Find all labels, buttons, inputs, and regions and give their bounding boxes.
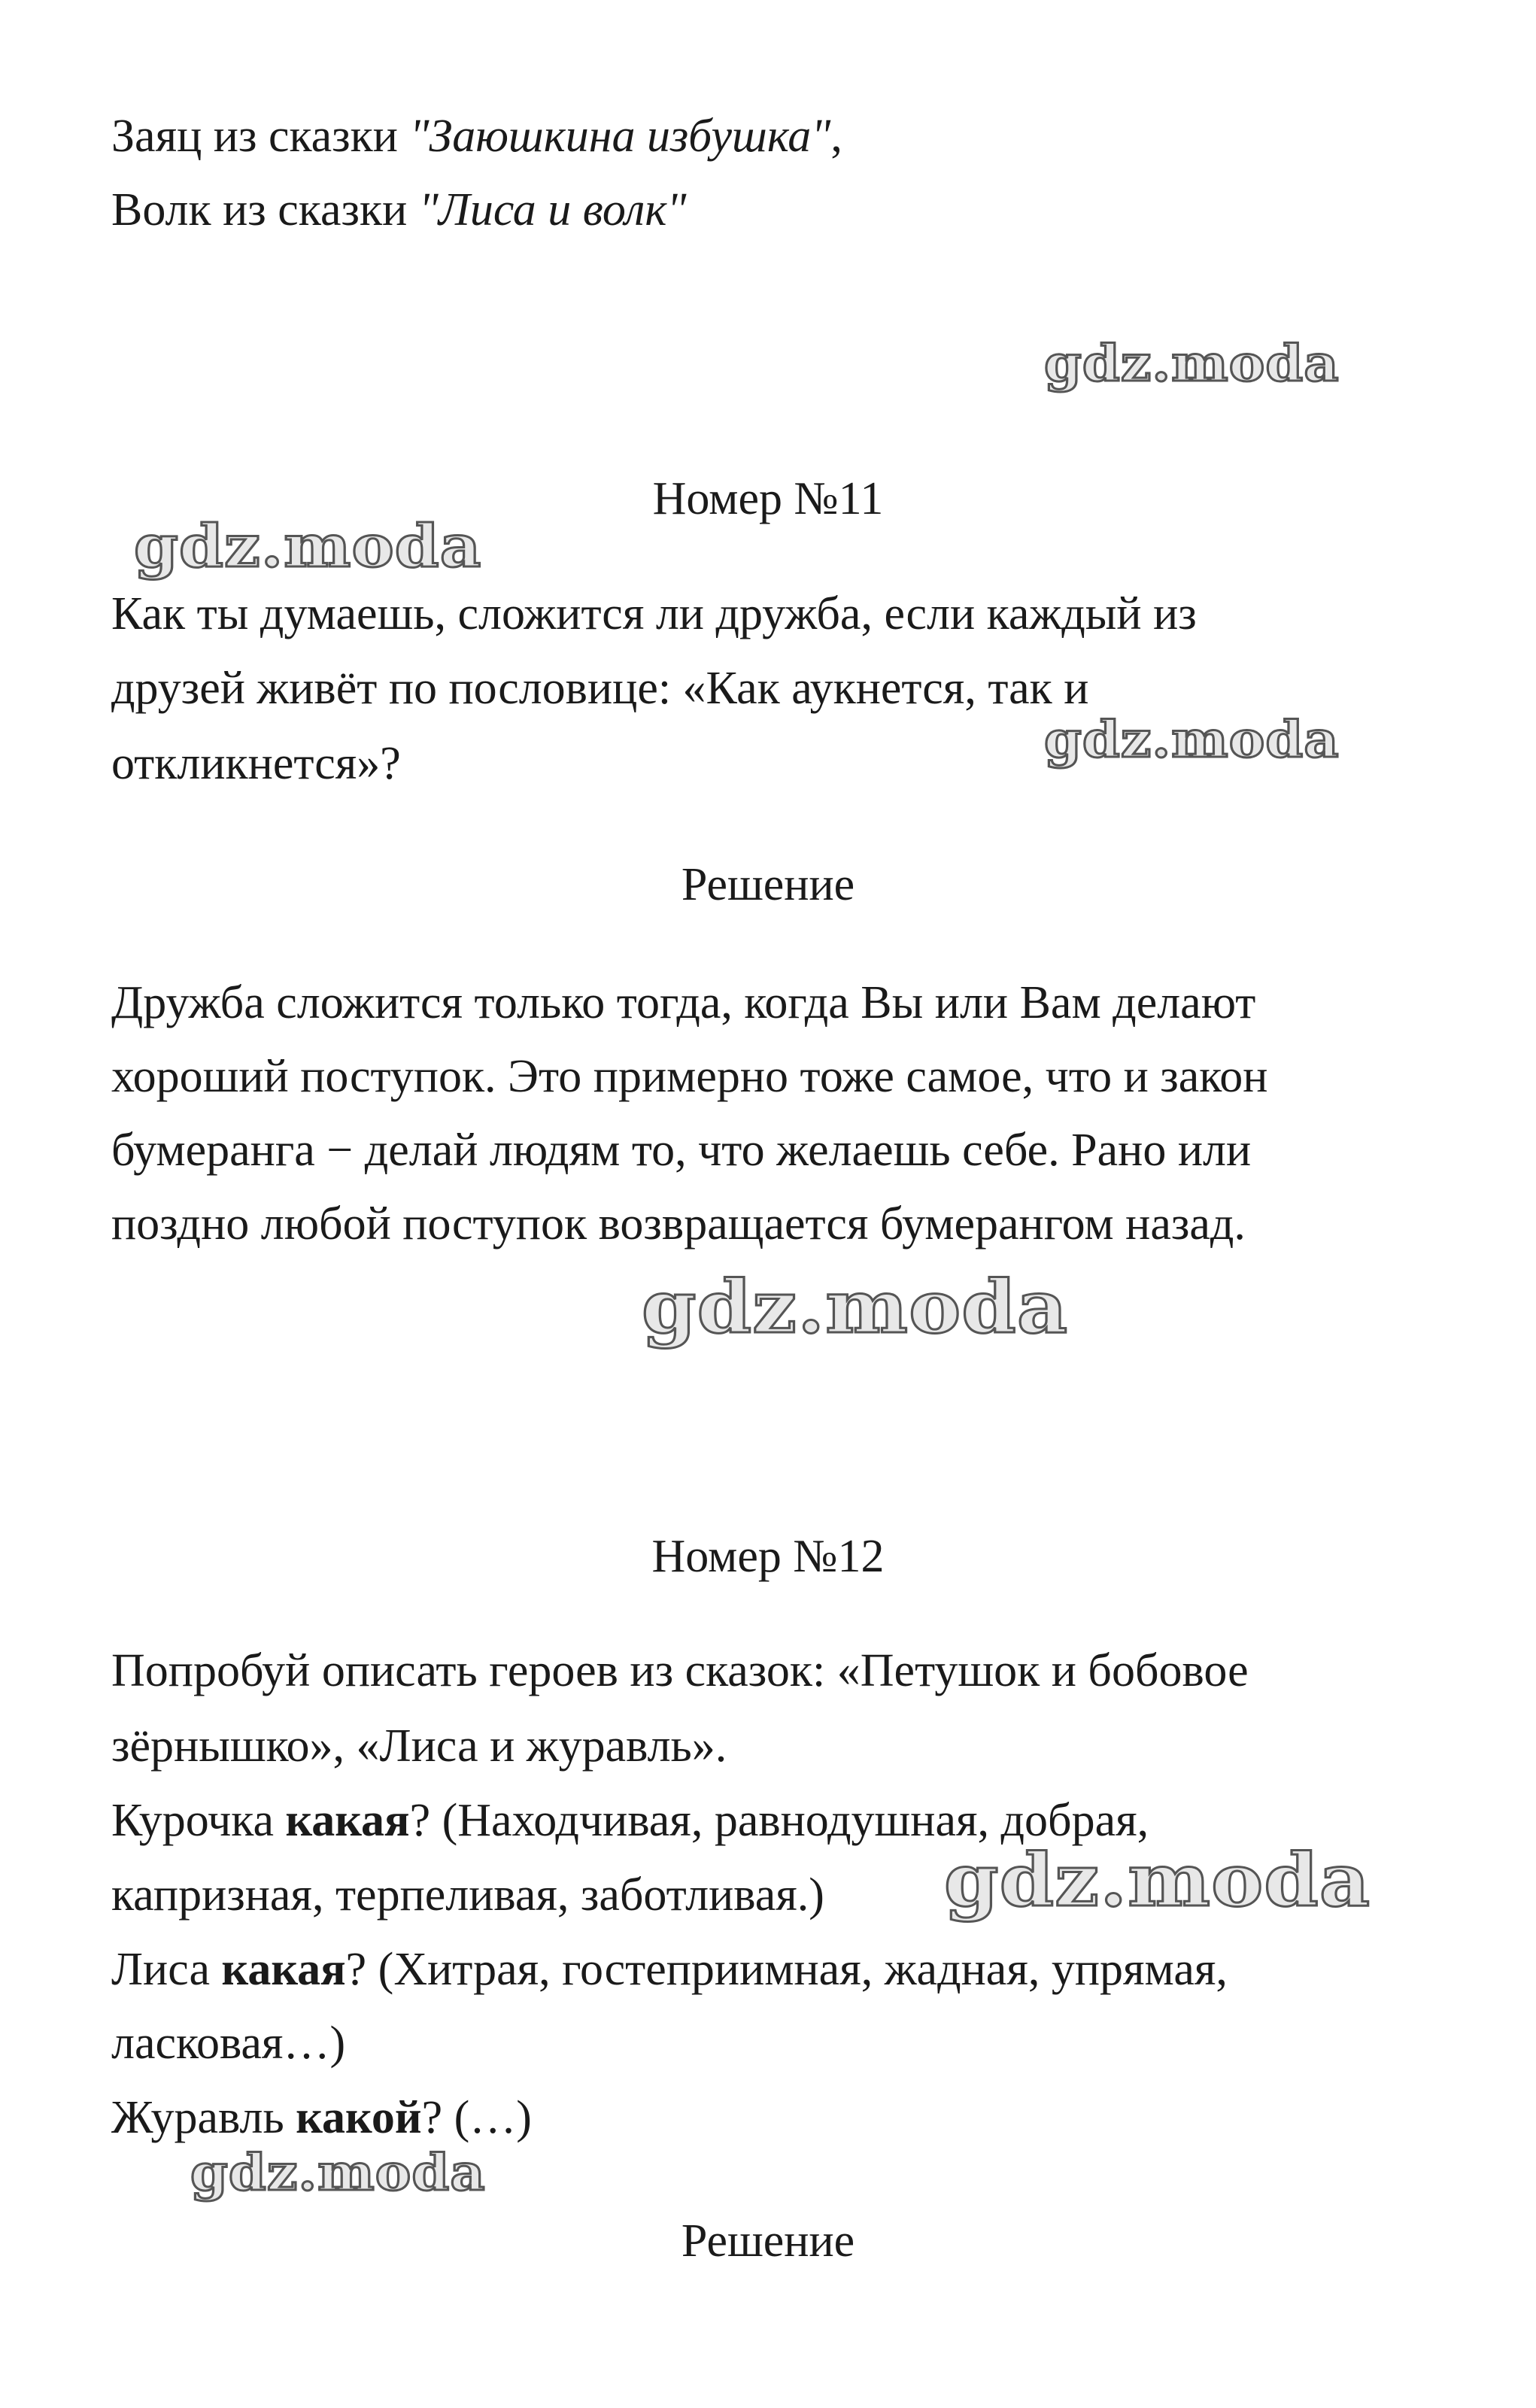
watermark: gdz.moda: [944, 1838, 1371, 1923]
task-11-question-line: откликнется»?: [111, 738, 401, 789]
tale-title: "Заюшкина избушка": [409, 111, 831, 162]
task-12-solution-heading: Решение: [681, 2215, 855, 2267]
watermark: gdz.moda: [190, 2143, 486, 2202]
watermark: gdz.moda: [642, 1265, 1069, 1350]
task-11-solution-heading: Решение: [681, 859, 855, 910]
watermark: gdz.moda: [134, 512, 482, 581]
task-11-answer-line: бумеранга − делай людям то, что желаешь себе. Рано или: [111, 1125, 1252, 1176]
task-11-answer-line: Дружба сложится только тогда, когда Вы или Вам делают: [111, 977, 1256, 1028]
crane-description: Журавль какой? (…): [111, 2092, 532, 2143]
task-12-question-line: зёрнышко», «Лиса и журавль».: [111, 1720, 727, 1772]
hen-description: Курочка какая? (Находчивая, равнодушная, добрая,: [111, 1795, 1149, 1846]
task-11-answer-line: хороший поступок. Это примерно тоже самое, что и закон: [111, 1051, 1268, 1102]
tale-title: "Лиса и волк": [418, 184, 687, 235]
watermark: gdz.moda: [1044, 710, 1340, 769]
task-12-question-line: Попробуй описать героев из сказок: «Петушок и бобовое: [111, 1645, 1249, 1696]
intro-line-hare: Заяц из сказки "Заюшкина избушка",: [111, 111, 842, 162]
task-11-heading: Номер №11: [652, 473, 884, 524]
fox-description: Лиса какая? (Хитрая, гостеприимная, жадная, упрямая,: [111, 1944, 1228, 1995]
watermark: gdz.moda: [1044, 334, 1340, 393]
task-11-question-line: друзей живёт по пословице: «Как аукнется, так и: [111, 663, 1089, 714]
task-11-question-line: Как ты думаешь, сложится ли дружба, если каждый из: [111, 588, 1197, 639]
intro-line-wolf: Волк из сказки "Лиса и волк": [111, 184, 687, 235]
task-12-heading: Номер №12: [651, 1531, 885, 1582]
hen-description-continued: капризная, терпеливая, заботливая.): [111, 1869, 824, 1921]
task-11-answer-line: поздно любой поступок возвращается бумерангом назад.: [111, 1198, 1246, 1250]
fox-description-continued: ласковая…): [111, 2018, 346, 2069]
